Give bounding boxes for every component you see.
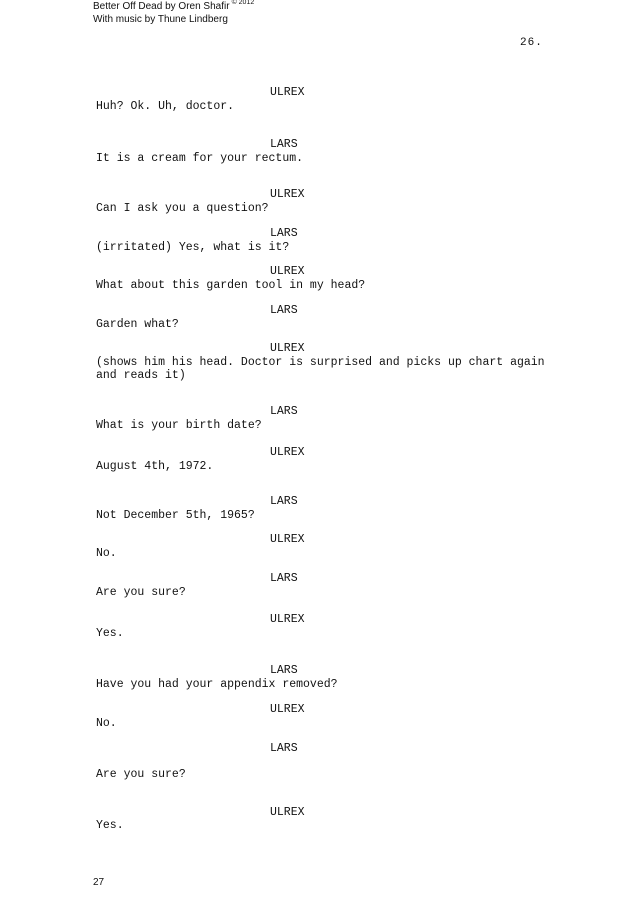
- speaker-name: LARS: [270, 227, 298, 240]
- dialogue-line: What about this garden tool in my head?: [96, 279, 366, 292]
- header-title-line: [93, 0, 254, 13]
- speaker-name: ULREX: [270, 806, 305, 819]
- dialogue-line: Are you sure?: [96, 586, 186, 599]
- speaker-name: LARS: [270, 405, 298, 418]
- speaker-name: LARS: [270, 664, 298, 677]
- dialogue-line: Not December 5th, 1965?: [96, 509, 255, 522]
- header-title: Better Off Dead by Oren Shafir: [93, 1, 230, 12]
- speaker-name: LARS: [270, 495, 298, 508]
- dialogue-line: No.: [96, 717, 117, 730]
- speaker-name: LARS: [270, 572, 298, 585]
- speaker-name: LARS: [270, 304, 298, 317]
- speaker-name: ULREX: [270, 188, 305, 201]
- script-page-number: 26.: [520, 37, 543, 49]
- speaker-name: LARS: [270, 742, 298, 755]
- dialogue-line: Yes.: [96, 627, 124, 640]
- dialogue-line: Can I ask you a question?: [96, 202, 269, 215]
- dialogue-line: Garden what?: [96, 318, 179, 331]
- speaker-name: ULREX: [270, 265, 305, 278]
- header-copyright: © 2012: [231, 0, 255, 6]
- speaker-name: ULREX: [270, 342, 305, 355]
- dialogue-line: Yes.: [96, 819, 124, 832]
- speaker-name: ULREX: [270, 86, 305, 99]
- dialogue-line: What is your birth date?: [96, 419, 262, 432]
- dialogue-line: Huh? Ok. Uh, doctor.: [96, 100, 235, 113]
- document-header: [93, 0, 254, 26]
- dialogue-line: Have you had your appendix removed?: [96, 678, 338, 691]
- dialogue-line: It is a cream for your rectum.: [96, 152, 304, 165]
- dialogue-line: August 4th, 1972.: [96, 460, 214, 473]
- dialogue-line: Are you sure?: [96, 768, 186, 781]
- dialogue-line: (irritated) Yes, what is it?: [96, 241, 290, 254]
- header-subtitle: With music by Thune Lindberg: [93, 14, 228, 25]
- dialogue-line: (shows him his head. Doctor is surprised and picks up chart again and reads it): [96, 356, 545, 382]
- speaker-name: ULREX: [270, 703, 305, 716]
- speaker-name: LARS: [270, 138, 298, 151]
- speaker-name: ULREX: [270, 446, 305, 459]
- speaker-name: ULREX: [270, 533, 305, 546]
- dialogue-line: No.: [96, 547, 117, 560]
- speaker-name: ULREX: [270, 613, 305, 626]
- footer-page-number: 27: [93, 877, 105, 888]
